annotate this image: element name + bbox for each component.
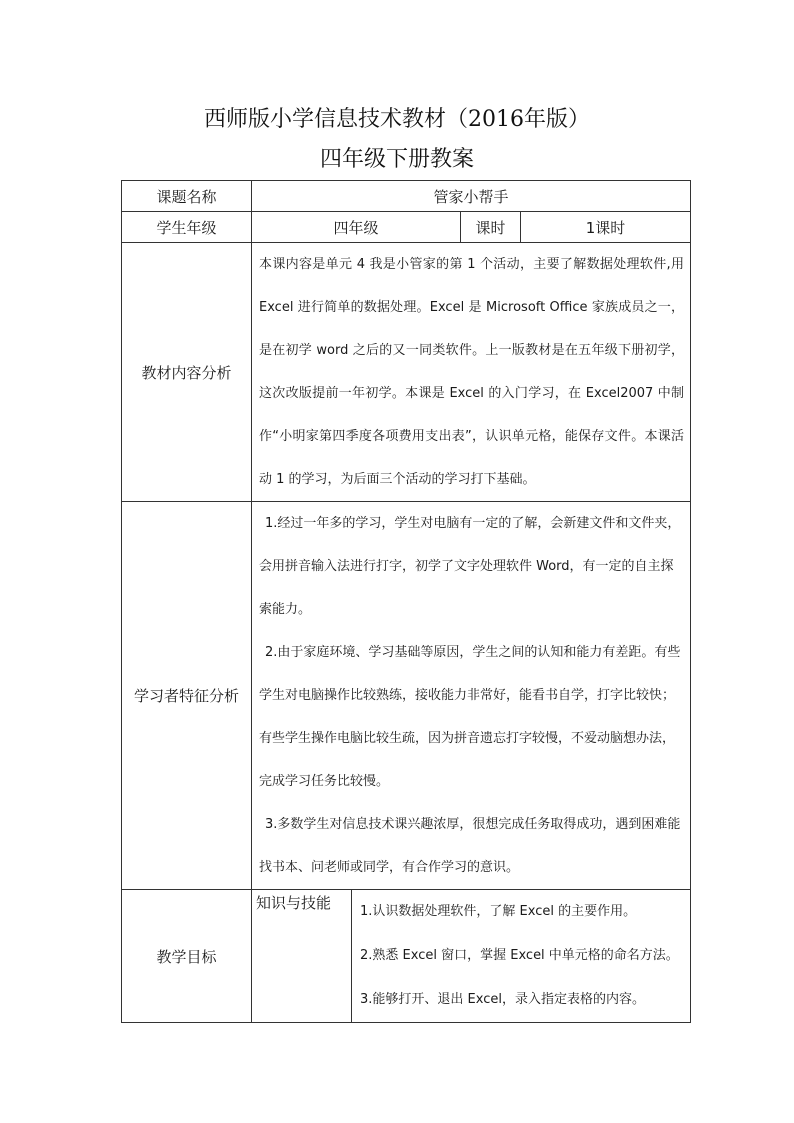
topic-value: 管家小帮手: [252, 181, 691, 212]
lesson-plan-table: [121, 180, 691, 1023]
period-label: 课时: [461, 212, 521, 243]
content-analysis-text: [252, 243, 691, 502]
teaching-goals-label: 教学目标: [122, 890, 252, 1023]
document-title: 西师版小学信息技术教材（2016年版）: [204, 107, 590, 132]
grade-row: [122, 212, 691, 243]
grade-value: 四年级: [252, 212, 461, 243]
topic-label: 课题名称: [122, 181, 252, 212]
learner-paragraph-2: 2.由于家庭环境、学习基础等原因，学生之间的认知和能力有差距。有些学生对电脑操作比较熟练，接收能力非常好，能看书自学，打字比较快；有些学生操作电脑比较生疏，因为拼音遗忘打字较慢，不爱动脑想办法，完成学习任务比较慢。: [259, 645, 681, 789]
goal-item-1: 1.认识数据处理软件，了解 Excel 的主要作用。: [360, 904, 637, 919]
content-analysis-label: 教材内容分析: [122, 243, 252, 502]
learner-analysis-label: 学习者特征分析: [122, 502, 252, 890]
learner-paragraph-3: 3.多数学生对信息技术课兴趣浓厚，很想完成任务取得成功，遇到困难能找书本、问老师或同学，有合作学习的意识。: [259, 817, 681, 875]
learner-analysis-row: [122, 502, 691, 890]
document-subtitle: 四年级下册教案: [319, 147, 474, 172]
knowledge-skills-label: 知识与技能: [252, 890, 352, 1023]
learner-paragraph-1: 1.经过一年多的学习，学生对电脑有一定的了解，会新建文件和文件夹，会用拼音输入法进行打字，初学了文字处理软件 Word，有一定的自主探索能力。: [259, 516, 681, 617]
knowledge-skills-goals: [352, 890, 691, 1023]
grade-label: 学生年级: [122, 212, 252, 243]
topic-row: [122, 181, 691, 212]
goal-item-3: 3.能够打开、退出 Excel，录入指定表格的内容。: [360, 992, 645, 1007]
goal-item-2: 2.熟悉 Excel 窗口，掌握 Excel 中单元格的命名方法。: [360, 948, 679, 963]
content-analysis-row: [122, 243, 691, 502]
teaching-goals-row: [122, 890, 691, 1023]
period-value: 1课时: [521, 212, 691, 243]
learner-analysis-text: [252, 502, 691, 890]
content-analysis-paragraph: 本课内容是单元 4 我是小管家的第 1 个活动，主要了解数据处理软件,用 Excel 进行简单的数据处理。Excel 是 Microsoft Office 家族成员之一，是在初学 word 之后的又一同类软件。上一版教材是在五年级下册初学，这次改版提前一年初学。本课是 Excel 的入门学习，在 Excel2007 中制作“小明家第四季度各项费用支出表”，认识单元格，能保存文件。本课活动 1 的学习，为后面三个活动的学习打下基础。: [259, 257, 685, 487]
